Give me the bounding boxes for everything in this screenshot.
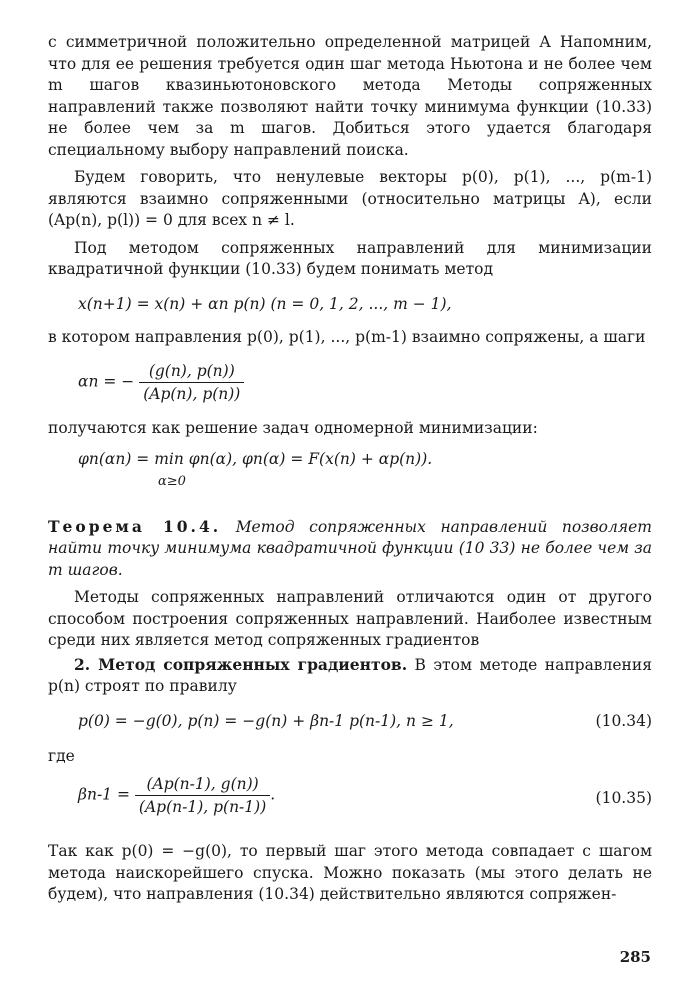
equation-alpha: [48, 348, 652, 418]
eq-10-34-body: p(0) = −g(0), p(n) = −g(n) + βn-1 p(n-1), n ≥ 1,: [78, 711, 454, 730]
page-number: 285: [619, 948, 651, 966]
alpha-denominator: (Ap(n), p(n)): [143, 385, 241, 403]
phi-main: φn(αn) = min φn(α), φn(α) = F(x(n) + αp(n)).: [78, 449, 433, 468]
beta-denominator: (Ap(n-1), p(n-1)): [138, 798, 267, 816]
equation-phi: [48, 440, 652, 502]
equation-10-35: [48, 767, 652, 833]
eq-10-35-number: (10.35): [595, 789, 652, 807]
paragraph-6: Методы сопряженных направлений отличаются один от другого способом построения сопряженных направлений. Наиболее известным среди них является метод сопряженных градиентов: [48, 588, 652, 649]
section-heading: 2. Метод сопряженных градиентов.: [74, 654, 408, 674]
page-body: [48, 32, 652, 906]
equation-10-34: [48, 698, 652, 746]
paragraph-7: где: [48, 746, 75, 765]
beta-tail: .: [270, 785, 276, 804]
eq-10-34-number: (10.34): [595, 711, 652, 730]
equation-method: x(n+1) = x(n) + αn p(n) (n = 0, 1, 2, ..., m − 1),: [78, 294, 452, 313]
section-text: В этом методе направления p(n) строят по правилу: [48, 655, 652, 695]
paragraph-4: в котором направления p(0), p(1), ..., p(m-1) взаимно сопряжены, а шаги: [48, 327, 646, 346]
theorem-heading: Теорема 10.4.: [48, 516, 222, 536]
beta-fraction: [135, 775, 270, 816]
beta-lhs: βn-1 =: [78, 785, 130, 804]
section-2: [48, 654, 652, 698]
phi-subscript: α≥0: [158, 473, 186, 489]
theorem-text: Метод сопряженных направлений позволяет найти точку минимума квадратичной функции (10 33) не более чем за m шагов.: [48, 517, 652, 579]
alpha-lhs: αn = −: [78, 372, 135, 391]
theorem-10-4: [48, 516, 652, 582]
paragraph-3: Под методом сопряженных направлений для минимизации квадратичной функции (10.33) будем понимать метод: [48, 238, 652, 278]
paragraph-8: Так как p(0) = −g(0), то первый шаг этого метода совпадает с шагом метода наискорейшего спуска. Можно показать (мы этого делать не будем), что направления (10.34) действительно являются сопряжен-: [48, 842, 652, 903]
paragraph-1: с симметричной положительно определенной матрицей A Напомним, что для ее решения требуется один шаг метода Ньютона и не более чем m шагов квазиньютоновского метода Методы сопряженных направлений также позволяют найти точку минимума функции (10.33) не более чем за m шагов. Добиться этого удается благодаря специальному выбору направлений поиска.: [48, 33, 652, 159]
beta-numerator: (Ap(n-1), g(n)): [135, 775, 270, 796]
alpha-numerator: (g(n), p(n)): [139, 362, 244, 383]
paragraph-5: получаются как решение задач одномерной минимизации:: [48, 419, 538, 437]
alpha-fraction: [139, 362, 244, 403]
paragraph-2: Будем говорить, что ненулевые векторы p(0), p(1), ..., p(m-1) являются взаимно сопряженными (относительно матрицы A), если (Ap(n), p(l)) = 0 для всех n ≠ l.: [48, 168, 652, 229]
